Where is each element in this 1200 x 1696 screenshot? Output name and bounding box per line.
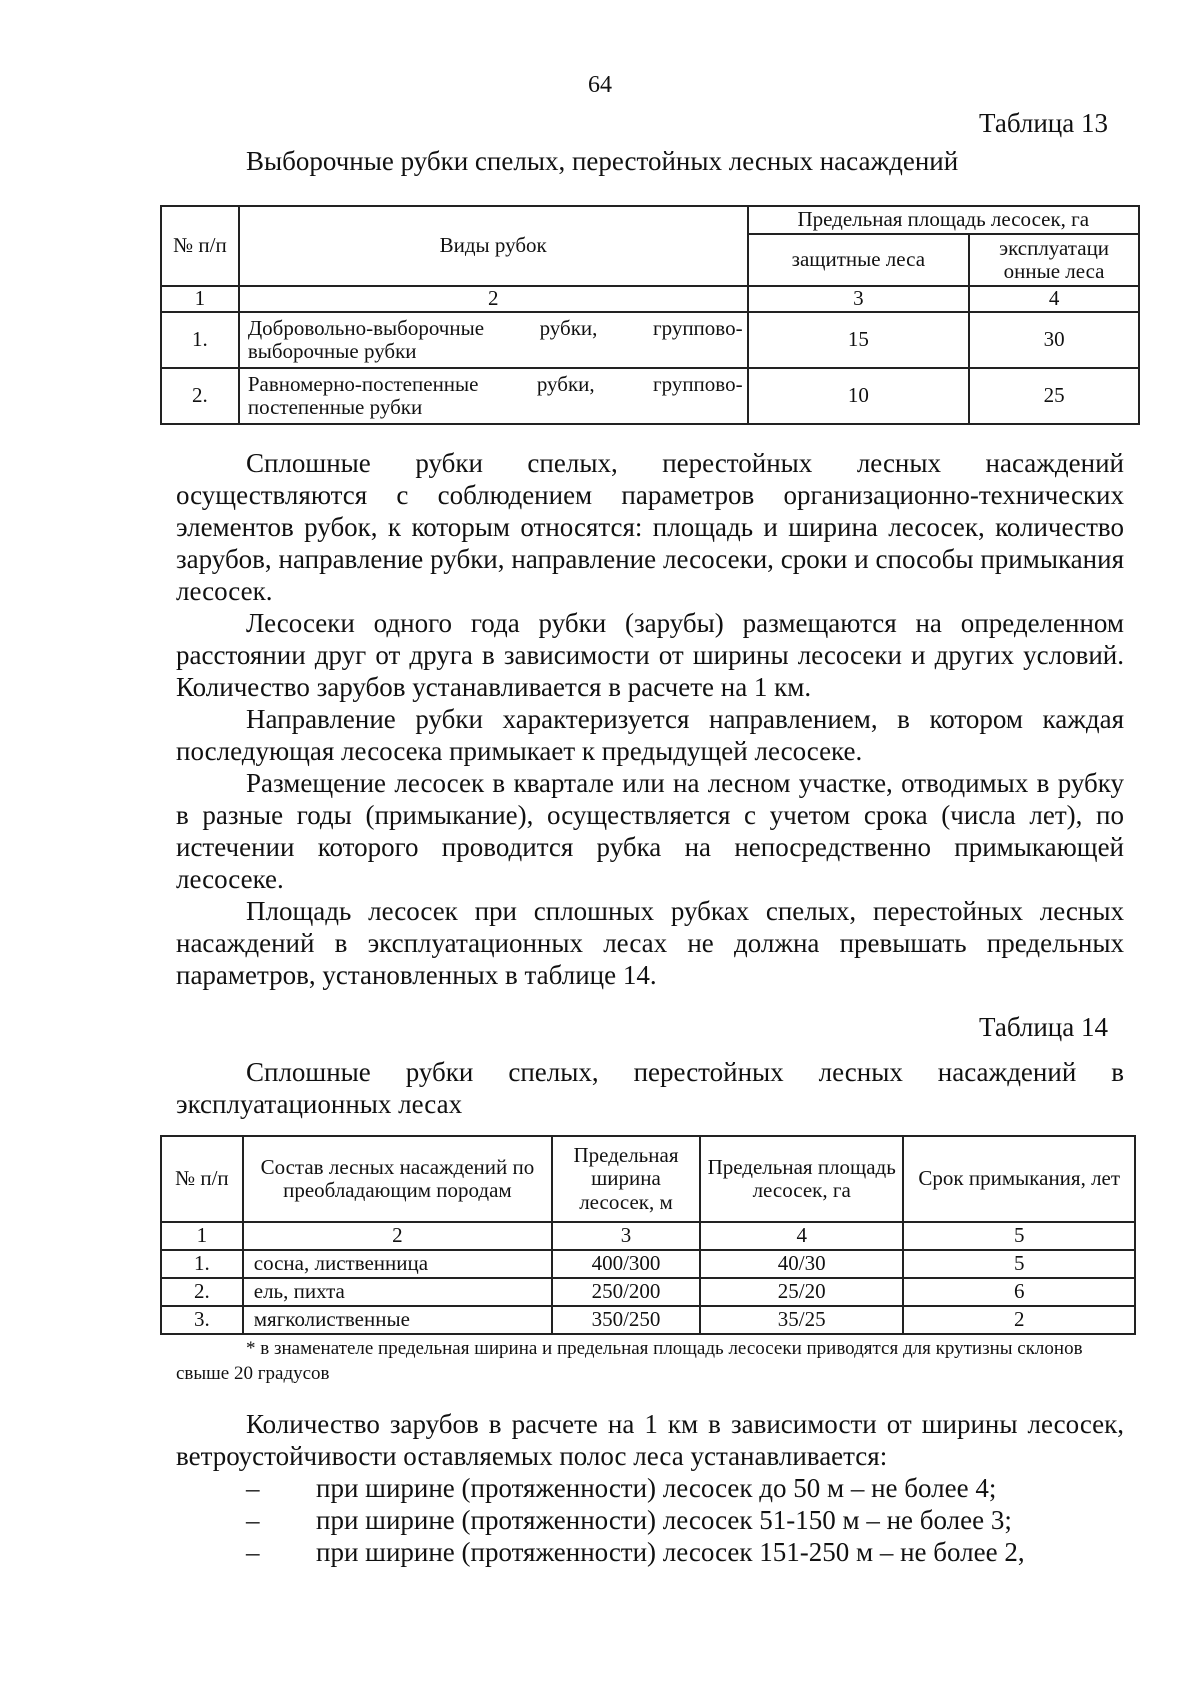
paragraph: Лесосеки одного года рубки (зарубы) размещаются на определенном расстоянии друг от друга в зависимости от ширины лесосеки и других условий. Количество зарубов устанавливается в расчете на 1 км. (176, 608, 1124, 702)
table-row (161, 368, 1139, 424)
t14-index-2: 2 (243, 1222, 552, 1250)
paragraph: Площадь лесосек при сплошных рубках спелых, перестойных лесных насаждений в эксплуатационных лесах не должна превышать предельных параметров, установленных в таблице 14. (176, 896, 1124, 990)
page-number: 64 (588, 72, 612, 98)
t13-header-area-group: Предельная площадь лесосек, га (748, 206, 1139, 234)
table-row (161, 1250, 1135, 1278)
list-item-text: при ширине (протяженности) лесосек до 50 м – не более 4; (316, 1473, 997, 1503)
paragraph: Сплошные рубки спелых, перестойных лесных насаждений осуществляются с соблюдением параметров организационно-технических элементов рубок, к которым относятся: площадь и ширина лесосек, количество зарубов, направление рубки, направление лесосеки, сроки и способы примыкания лесосек. (176, 448, 1124, 606)
table14-caption: Таблица 14 (979, 1012, 1108, 1042)
t13-row2-type: Равномерно-постепенные рубки, группово-постепенные рубки (239, 368, 748, 424)
list-item (176, 1536, 1124, 1568)
t14-row2-width: 250/200 (552, 1278, 700, 1306)
t13-header-protective: защитные леса (748, 234, 970, 286)
t13-index-3: 3 (748, 286, 970, 312)
t14-header-width: Предельная ширина лесосек, м (552, 1136, 700, 1222)
t14-row3-term: 2 (903, 1306, 1135, 1334)
t14-header-num: № п/п (161, 1136, 243, 1222)
t14-row1-term: 5 (903, 1250, 1135, 1278)
t13-row2-protective: 10 (748, 368, 970, 424)
table14-title-block (176, 1056, 1124, 1120)
list-item-text: при ширине (протяженности) лесосек 151-250 м – не более 2, (316, 1537, 1025, 1567)
t14-header-area: Предельная площадь лесосек, га (700, 1136, 904, 1222)
t13-header-num: № п/п (161, 206, 239, 286)
table-row (161, 1278, 1135, 1306)
paragraph: Размещение лесосек в квартале или на лесном участке, отводимых в рубку в разные годы (примыкание), осуществляется с учетом срока (числа лет), по истечении которого проводится рубка на непосредственно примыкающей лесосеке. (176, 768, 1124, 894)
dash-bullet: – (246, 1505, 260, 1535)
t13-row1-protective: 15 (748, 312, 970, 368)
dash-bullet: – (246, 1473, 260, 1503)
t13-index-2: 2 (239, 286, 748, 312)
paragraph: Количество зарубов в расчете на 1 км в зависимости от ширины лесосек, ветроустойчивости оставляемых полос леса устанавливается: (176, 1409, 1124, 1471)
table-row (161, 1306, 1135, 1334)
t14-row1-area: 40/30 (700, 1250, 904, 1278)
body-paragraph-2 (176, 1408, 1124, 1472)
t14-row3-width: 350/250 (552, 1306, 700, 1334)
t14-row2-area: 25/20 (700, 1278, 904, 1306)
t13-row1-num: 1. (161, 312, 239, 368)
t14-index-5: 5 (903, 1222, 1135, 1250)
t14-row2-term: 6 (903, 1278, 1135, 1306)
t13-row2-exploitation: 25 (969, 368, 1139, 424)
t14-row1-num: 1. (161, 1250, 243, 1278)
t14-index-3: 3 (552, 1222, 700, 1250)
paragraph: Направление рубки характеризуется направлением, в котором каждая последующая лесосека примыкает к предыдущей лесосеке. (176, 704, 1124, 766)
list-item (176, 1504, 1124, 1536)
list-item (176, 1472, 1124, 1504)
t13-index-1: 1 (161, 286, 239, 312)
t13-row1-type: Добровольно-выборочные рубки, группово-выборочные рубки (239, 312, 748, 368)
body-paragraphs-1 (176, 447, 1124, 991)
table14 (160, 1135, 1136, 1335)
t13-header-type: Виды рубок (239, 206, 748, 286)
t14-row3-composition: мягколиственные (243, 1306, 552, 1334)
table13-caption: Таблица 13 (979, 108, 1108, 138)
t14-row2-composition: ель, пихта (243, 1278, 552, 1306)
table14-footnote: * в знаменателе предельная ширина и предельная площадь лесосеки приводятся для крутизны склонов свыше 20 градусов (176, 1338, 1083, 1384)
dash-bullet: – (246, 1537, 260, 1567)
t13-header-exploitation: эксплуатаци онные леса (969, 234, 1139, 286)
table-row (161, 312, 1139, 368)
t13-row2-num: 2. (161, 368, 239, 424)
t14-header-term: Срок примыкания, лет (903, 1136, 1135, 1222)
table13 (160, 205, 1140, 425)
t14-header-composition: Состав лесных насаждений по преобладающим породам (243, 1136, 552, 1222)
t14-index-1: 1 (161, 1222, 243, 1250)
t14-row3-area: 35/25 (700, 1306, 904, 1334)
cuts-count-list (176, 1472, 1124, 1568)
t13-row1-exploitation: 30 (969, 312, 1139, 368)
t14-row1-width: 400/300 (552, 1250, 700, 1278)
t14-row2-num: 2. (161, 1278, 243, 1306)
t14-row3-num: 3. (161, 1306, 243, 1334)
t14-row1-composition: сосна, лиственница (243, 1250, 552, 1278)
t14-index-4: 4 (700, 1222, 904, 1250)
table13-title: Выборочные рубки спелых, перестойных лесных насаждений (246, 146, 959, 176)
t13-index-4: 4 (969, 286, 1139, 312)
table14-title: Сплошные рубки спелых, перестойных лесных насаждений в эксплуатационных лесах (176, 1057, 1124, 1119)
list-item-text: при ширине (протяженности) лесосек 51-150 м – не более 3; (316, 1505, 1012, 1535)
